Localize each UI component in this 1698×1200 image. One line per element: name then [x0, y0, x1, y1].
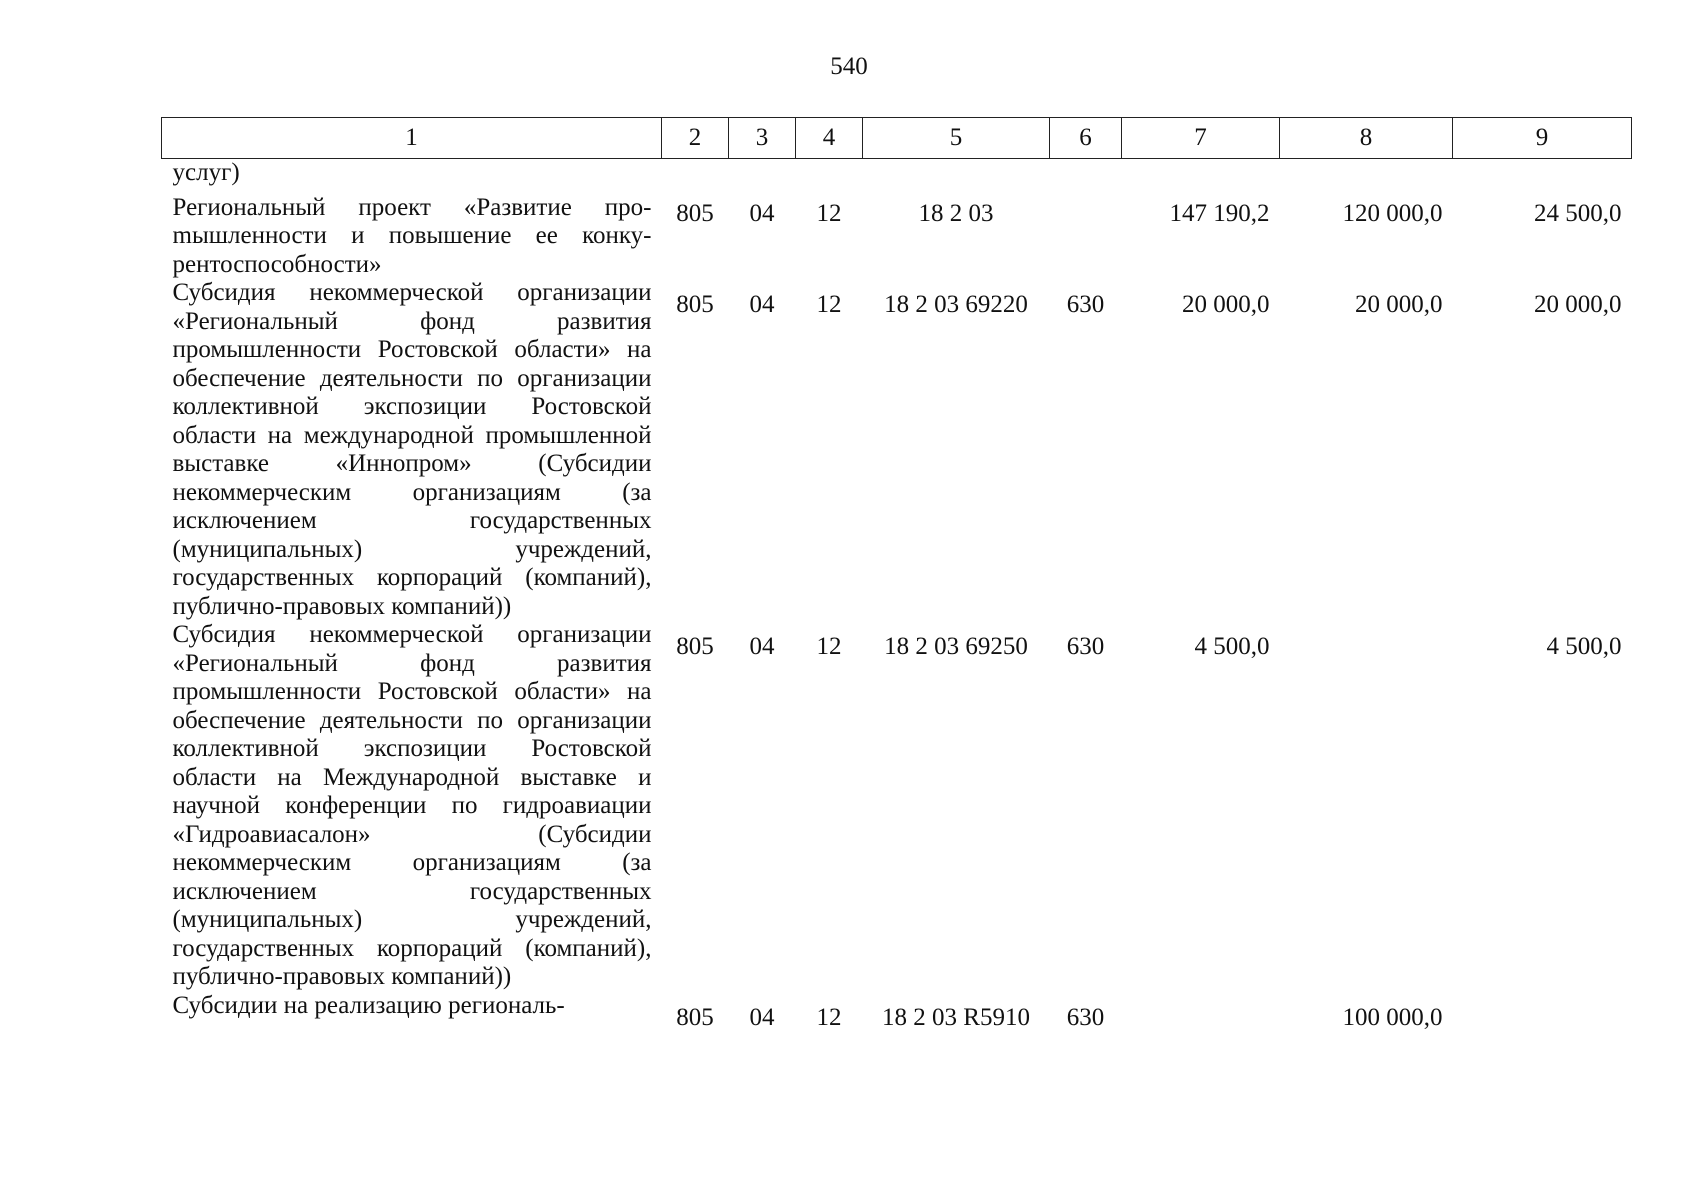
cell-section: 04 [749, 199, 775, 227]
cell-amount-col8: 100 000,0 [1342, 1003, 1443, 1031]
cell-amount-col9: 20 000,0 [1534, 291, 1622, 318]
cell-amount-col7: 147 190,2 [1169, 199, 1270, 227]
page-number: 540 [830, 53, 868, 80]
cell-amount-col9: 24 500,0 [1534, 199, 1622, 227]
table-row [162, 279, 1632, 621]
table-row [162, 992, 1632, 1035]
column-header: 1 [162, 118, 662, 159]
cell-target-article: 18 2 03 [918, 199, 994, 227]
cell-subsection: 12 [816, 199, 842, 227]
budget-table [161, 117, 1632, 1034]
cell-amount-col9 [1453, 992, 1632, 1035]
cell-amount-col8: 120 000,0 [1342, 199, 1443, 227]
column-header: 6 [1050, 118, 1122, 159]
cell-amount-col7: 20 000,0 [1182, 291, 1270, 318]
row-name: Субсидии на реализацию региональ- [172, 991, 565, 1019]
cell-target-article: 18 2 03 69250 [884, 633, 1028, 660]
column-header: 4 [796, 118, 863, 159]
table-row [162, 621, 1632, 992]
table-row-continuation [162, 159, 1632, 188]
cell-amount-col7 [1122, 992, 1280, 1035]
cell-amount-col7: 4 500,0 [1194, 633, 1270, 660]
cell-amount-col8: 20 000,0 [1355, 291, 1443, 318]
cell-expense-type: 630 [1066, 633, 1105, 660]
cell-ministry-code: 805 [676, 1003, 714, 1031]
cell-ministry-code: 805 [676, 633, 714, 660]
column-header: 8 [1280, 118, 1453, 159]
row-name: Субсидия некоммерческой организации «Региональный фонд развития промышленности Ростовской области» на обеспечение деятельности по организации коллективной экспозиции Ростовской области на Международной выставке и научной конференции по гидроавиации «Гидроавиасалон» (Субсидии некоммерческим организациям (за исключением государственных (муниципальных) учреждений, государственных корпораций (компаний), публично-правовых компаний)) [172, 621, 652, 990]
cell-ministry-code: 805 [676, 291, 714, 318]
cell-ministry-code: 805 [676, 199, 714, 227]
cell-section: 04 [749, 1003, 775, 1031]
column-header: 5 [863, 118, 1050, 159]
cell-amount-col8 [1280, 621, 1453, 992]
column-header: 7 [1122, 118, 1280, 159]
table-row [162, 188, 1632, 280]
cell-expense-type: 630 [1066, 291, 1105, 318]
cell-expense-type [1050, 188, 1122, 280]
column-header: 3 [729, 118, 796, 159]
cell-section: 04 [749, 291, 775, 318]
row-name: Субсидия некоммерческой организации «Региональный фонд развития промышленности Ростовской области» на обеспечение деятельности по организации коллективной экспозиции Ростовской области на международной промышленной выставке «Иннопром» (Субсидии некоммерческим организациям (за исключением государственных (муниципальных) учреждений, государственных корпораций (компаний), публично-правовых компаний)) [172, 279, 652, 620]
cell-subsection: 12 [816, 633, 842, 660]
column-header: 2 [662, 118, 729, 159]
cell-section: 04 [749, 633, 775, 660]
cell-target-article: 18 2 03 69220 [884, 291, 1028, 318]
continuation-text: услуг) [172, 159, 240, 186]
cell-target-article: 18 2 03 R5910 [882, 1003, 1030, 1031]
cell-expense-type: 630 [1066, 1003, 1105, 1031]
cell-subsection: 12 [816, 291, 842, 318]
cell-subsection: 12 [816, 1003, 842, 1031]
row-name: Региональный проект «Развитие проmышленности и повышение ее конкурентоспособности» [172, 193, 652, 278]
column-header: 9 [1453, 118, 1632, 159]
table-header-row [162, 118, 1632, 159]
cell-amount-col9: 4 500,0 [1546, 633, 1622, 660]
